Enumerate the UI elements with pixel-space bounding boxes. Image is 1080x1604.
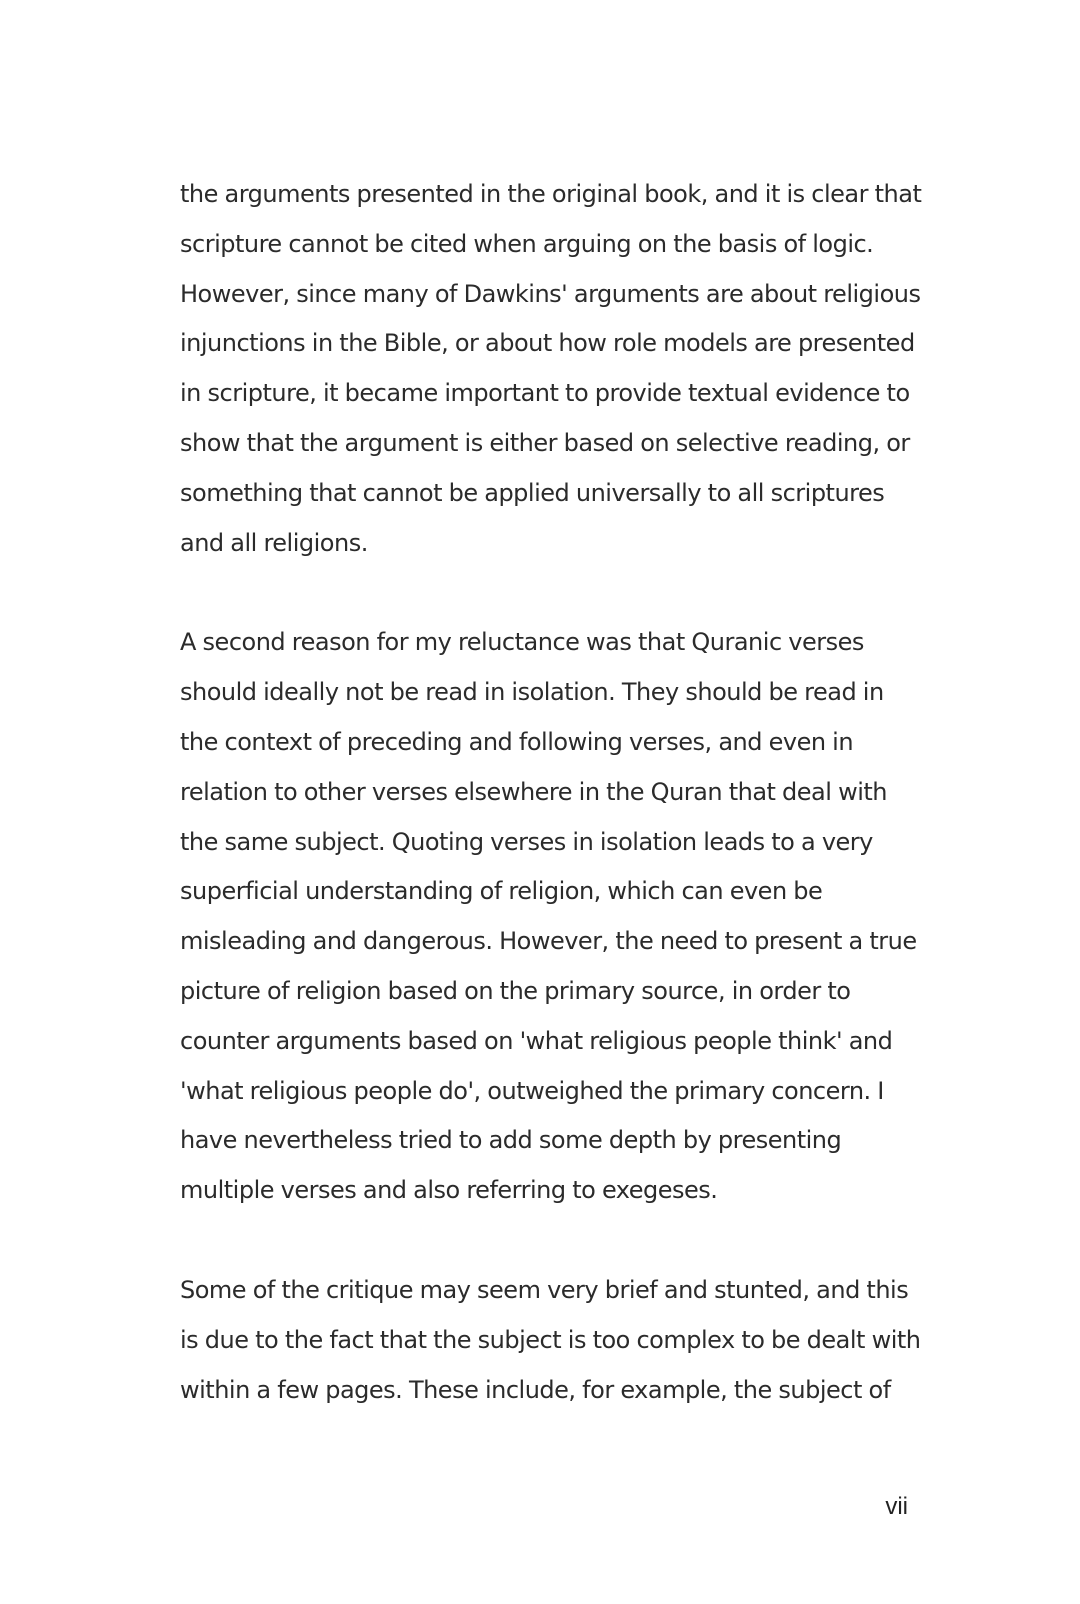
text-line: the context of preceding and following verses, and even in (180, 727, 854, 756)
text-line: picture of religion based on the primary source, in order to (180, 976, 851, 1005)
text-line: in scripture, it became important to provide textual evidence to (180, 379, 910, 408)
text-line: relation to other verses elsewhere in the Quran that deal with (180, 777, 887, 806)
text-line: 'what religious people do', outweighed the primary concern. I (180, 1076, 884, 1105)
text-line: show that the argument is either based on selective reading, or (180, 428, 910, 457)
text-line: is due to the fact that the subject is too complex to be dealt with (180, 1325, 921, 1354)
text-line: have nevertheless tried to add some depth by presenting (180, 1126, 842, 1155)
text-line: superficial understanding of religion, which can even be (180, 877, 823, 906)
text-line: misleading and dangerous. However, the need to present a true (180, 927, 917, 956)
text-line: Some of the critique may seem very brief and stunted, and this (180, 1275, 909, 1304)
text-line: multiple verses and also referring to exegeses. (180, 1176, 718, 1205)
body-text (180, 170, 920, 1465)
text-line: A second reason for my reluctance was that Quranic verses (180, 628, 864, 657)
paragraph-1 (180, 170, 920, 568)
text-line: counter arguments based on 'what religious people think' and (180, 1026, 893, 1055)
text-line: should ideally not be read in isolation. They should be read in (180, 678, 884, 707)
text-line: injunctions in the Bible, or about how role models are presented (180, 329, 915, 358)
text-line: However, since many of Dawkins' arguments are about religious (180, 279, 921, 308)
text-line: scripture cannot be cited when arguing on the basis of logic. (180, 229, 874, 258)
page-number: vii (885, 1493, 908, 1520)
text-line: and all religions. (180, 528, 368, 557)
paragraph-2 (180, 618, 920, 1216)
text-line: the same subject. Quoting verses in isolation leads to a very (180, 827, 873, 856)
text-line: within a few pages. These include, for example, the subject of (180, 1375, 891, 1404)
text-line: something that cannot be applied universally to all scriptures (180, 478, 885, 507)
paragraph-3 (180, 1266, 920, 1415)
text-line: the arguments presented in the original book, and it is clear that (180, 180, 922, 208)
